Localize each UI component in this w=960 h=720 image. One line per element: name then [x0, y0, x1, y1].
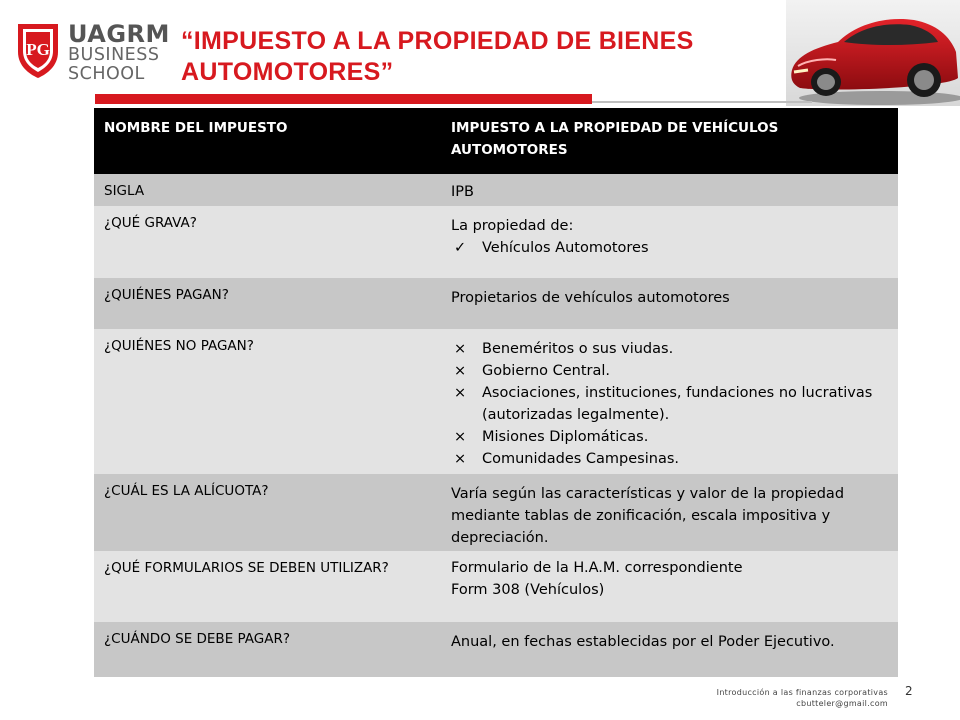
formularios-line-2: Form 308 (Vehículos) [451, 582, 605, 598]
check-icon: ✓ [454, 240, 467, 256]
tax-info-table [94, 108, 898, 677]
formularios-line-1: Formulario de la H.A.M. correspondiente [451, 560, 743, 576]
list-item: × Misiones Diplomáticas. [451, 426, 888, 448]
table-row-grava [94, 206, 898, 278]
cross-icon: × [454, 451, 467, 467]
label-alicuota: ¿CUÁL ES LA ALÍCUOTA? [94, 474, 441, 551]
cross-icon: × [454, 363, 467, 379]
list-item: × Beneméritos o sus viudas. [451, 338, 888, 360]
table-row-header [94, 108, 898, 174]
label-formularios: ¿QUÉ FORMULARIOS SE DEBEN UTILIZAR? [94, 551, 441, 622]
value-cuando: Anual, en fechas establecidas por el Poder Ejecutivo. [441, 622, 898, 677]
red-sports-car-image [786, 0, 960, 106]
grava-intro: La propiedad de: [451, 218, 574, 234]
table-row-no-pagan [94, 329, 898, 474]
table-row-sigla [94, 174, 898, 206]
footer-email: cbutteler@gmail.com [796, 699, 888, 708]
list-item: × Comunidades Campesinas. [451, 448, 888, 470]
label-tax-name: NOMBRE DEL IMPUESTO [94, 108, 441, 174]
value-no-pagan [441, 329, 898, 474]
logo-line-2: BUSINESS [68, 45, 160, 65]
value-sigla: IPB [441, 174, 898, 206]
cross-icon: × [454, 429, 467, 445]
label-grava: ¿QUÉ GRAVA? [94, 206, 441, 278]
value-alicuota: Varía según las características y valor de la propiedad mediante tablas de zonificación, escala impositiva y depreciación. [441, 474, 898, 551]
footer-course: Introducción a las finanzas corporativas [716, 688, 888, 697]
title-rule-gray [592, 101, 812, 103]
school-logo [14, 20, 170, 84]
slide-footer [716, 687, 888, 709]
label-sigla: SIGLA [94, 174, 441, 206]
value-formularios [441, 551, 898, 622]
logo-line-3: SCHOOL [68, 63, 145, 84]
cross-icon: × [454, 385, 467, 401]
label-cuando: ¿CUÁNDO SE DEBE PAGAR? [94, 622, 441, 677]
page-number: 2 [905, 684, 913, 698]
title-rule-red [95, 94, 592, 104]
table-row-alicuota [94, 474, 898, 551]
shield-logo-icon [14, 22, 62, 80]
slide-title: “IMPUESTO A LA PROPIEDAD DE BIENES AUTOMOTORES” [181, 27, 694, 86]
svg-text:PG: PG [26, 40, 50, 59]
logo-line-1: UAGRM [68, 20, 170, 48]
list-item: × Gobierno Central. [451, 360, 888, 382]
list-item: ✓ Vehículos Automotores [451, 237, 888, 259]
label-no-pagan: ¿QUIÉNES NO PAGAN? [94, 329, 441, 474]
table-row-formularios [94, 551, 898, 622]
table-row-cuando [94, 622, 898, 677]
cross-icon: × [454, 341, 467, 357]
value-pagan: Propietarios de vehículos automotores [441, 278, 898, 329]
value-tax-name: IMPUESTO A LA PROPIEDAD DE VEHÍCULOS AUTOMOTORES [441, 108, 898, 174]
grava-list [451, 237, 888, 259]
no-pagan-list [451, 338, 888, 470]
list-item: × Asociaciones, instituciones, fundaciones no lucrativas (autorizadas legalmente). [451, 382, 888, 426]
table-row-pagan [94, 278, 898, 329]
value-grava [441, 206, 898, 278]
label-pagan: ¿QUIÉNES PAGAN? [94, 278, 441, 329]
